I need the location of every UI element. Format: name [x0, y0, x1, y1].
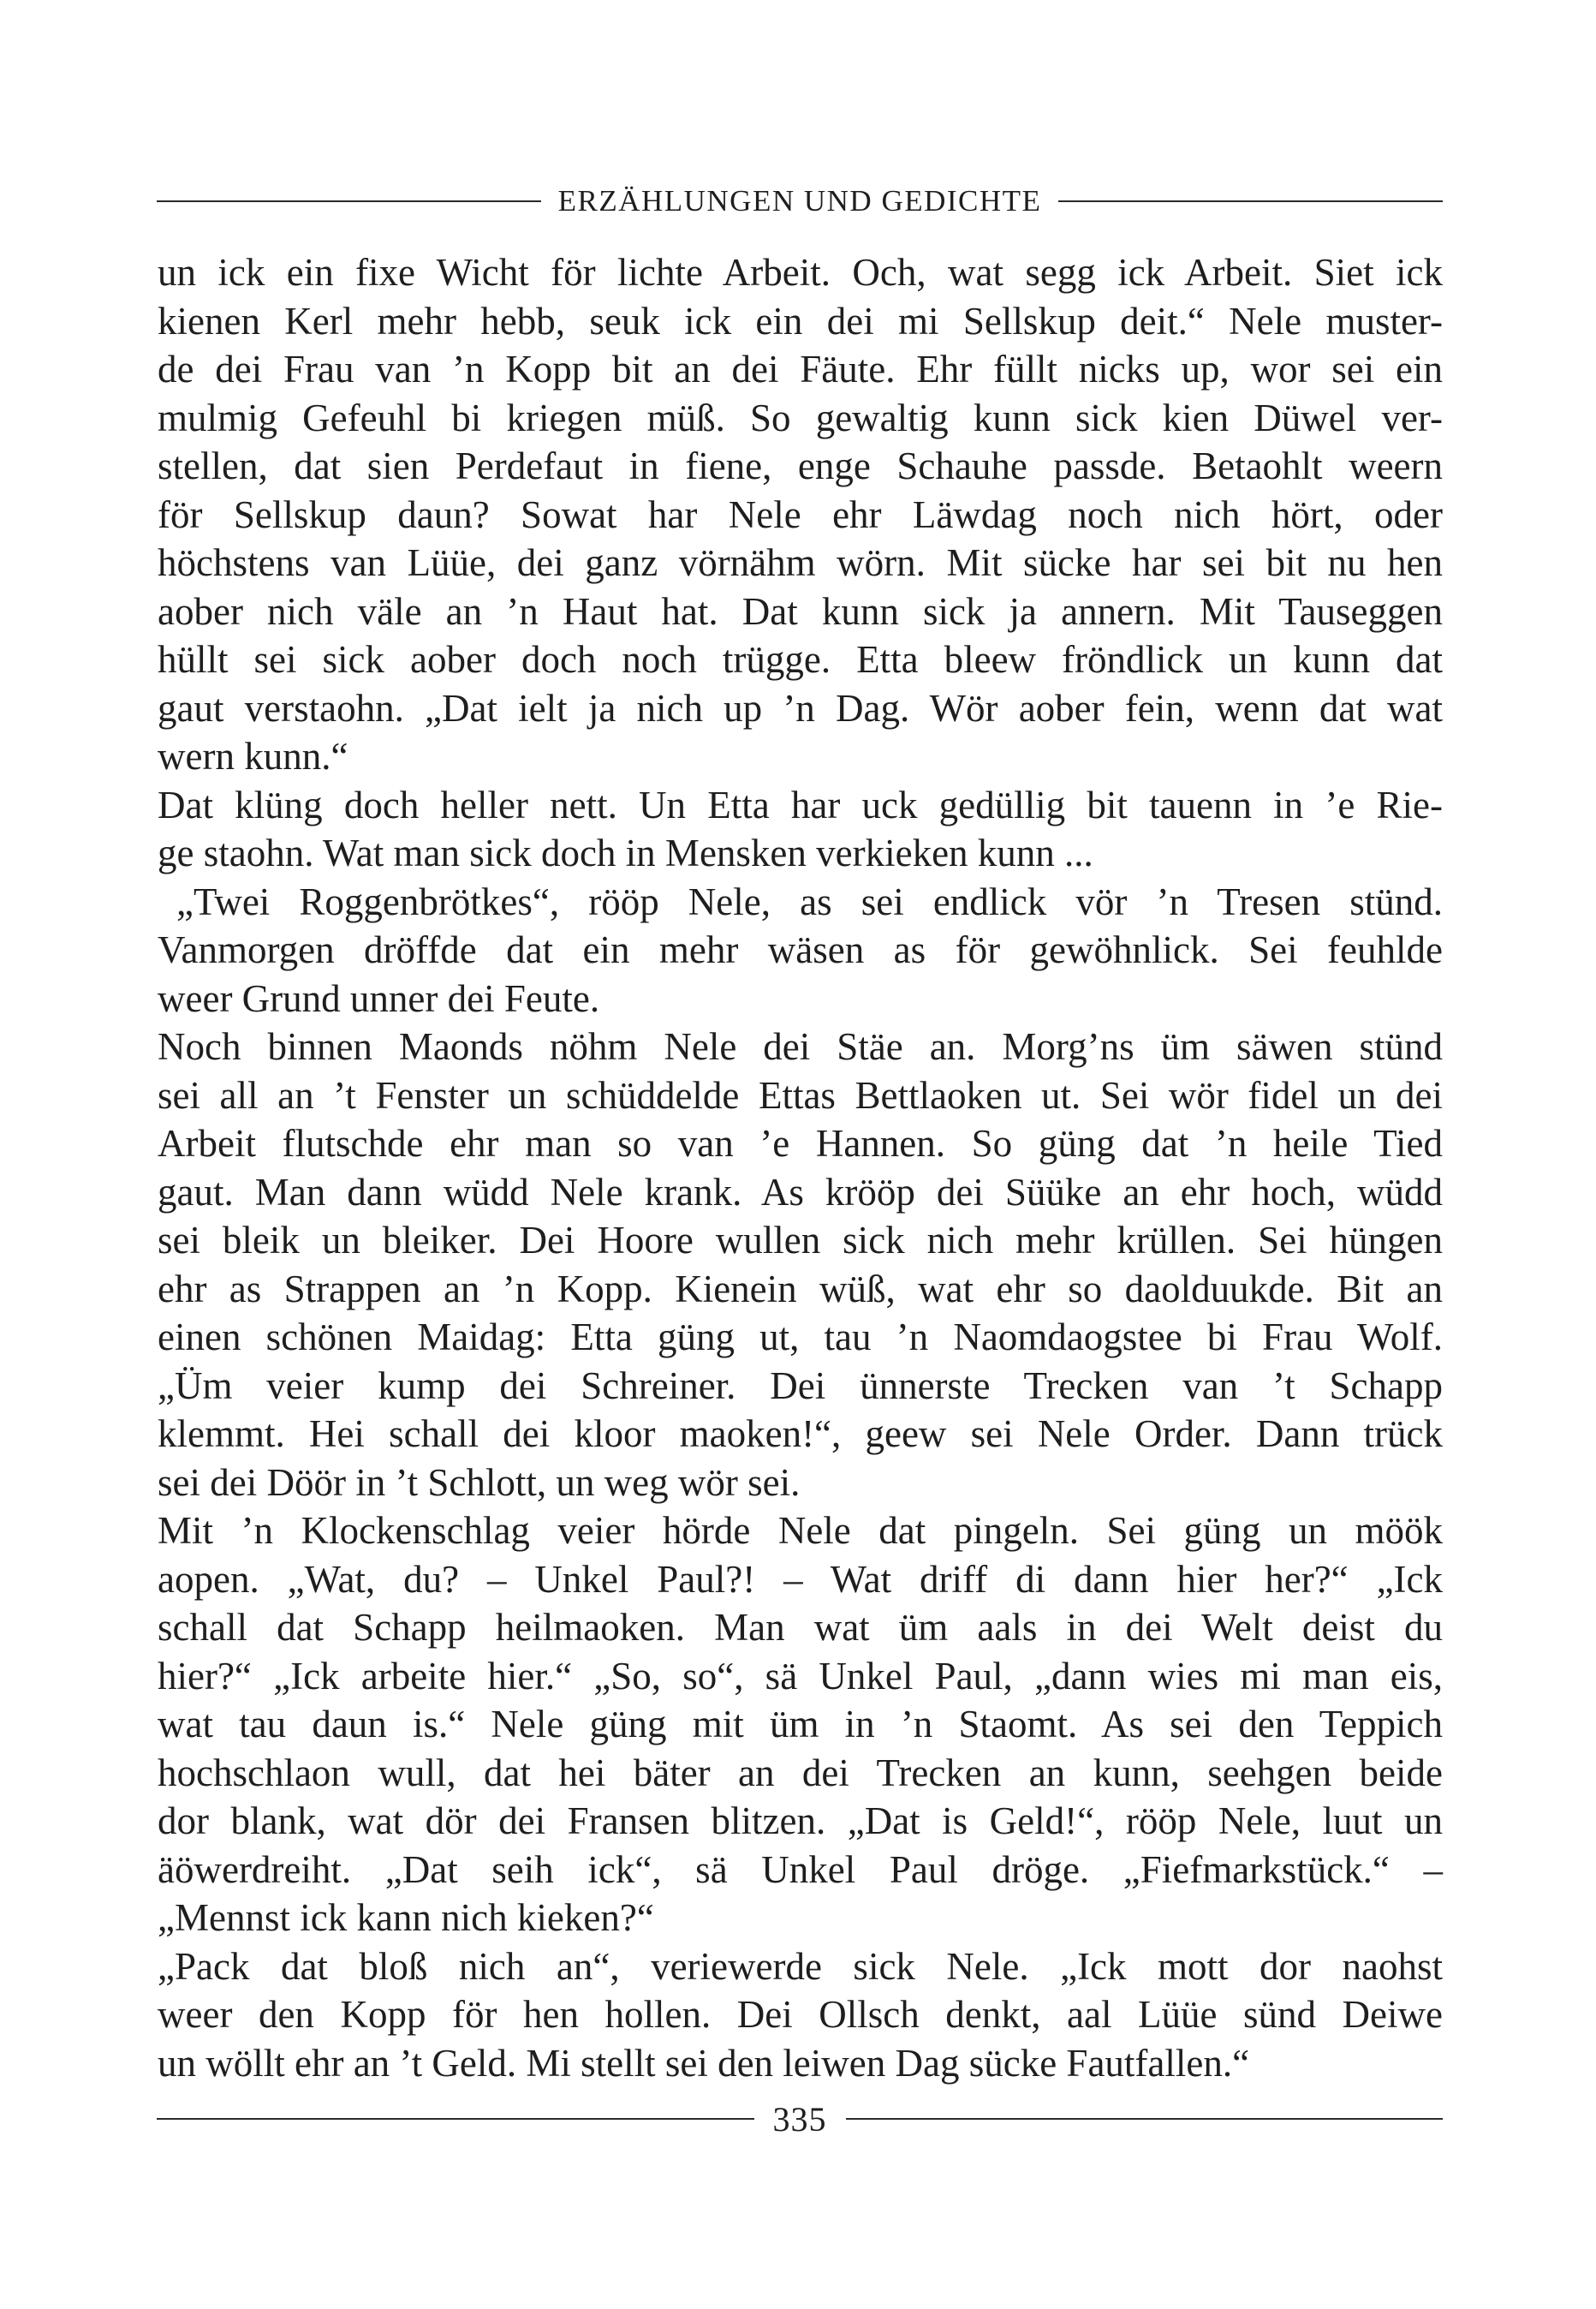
text-line: Dat klüng doch heller nett. Un Etta har uck gedüllig bit tauenn in ’e Rie-: [158, 783, 1443, 826]
text-line: aopen. „Wat, du? – Unkel Paul?! – Wat driff di dann hier her?“ „Ick: [158, 1557, 1443, 1601]
text-line: ehr as Strappen an ’n Kopp. Kienein wüß, wat ehr so daolduukde. Bit an: [158, 1267, 1443, 1310]
text-line: un ick ein fixe Wicht för lichte Arbeit. Och, wat segg ick Arbeit. Siet ick: [158, 251, 1443, 294]
text-line: „Üm veier kump dei Schreiner. Dei ünnerste Trecken van ’t Schapp: [158, 1363, 1443, 1407]
page-number: 335: [772, 2099, 827, 2139]
footer-rule-left: [157, 2118, 754, 2120]
text-line: kienen Kerl mehr hebb, seuk ick ein dei mi Sellskup deit.“ Nele muster-: [158, 299, 1443, 343]
text-line: ge staohn. Wat man sick doch in Mensken verkieken kunn ...: [158, 832, 1093, 874]
text-line: de dei Frau van ’n Kopp bit an dei Fäute. Ehr füllt nicks up, wor sei ein: [158, 348, 1443, 391]
footer-rule-right: [846, 2118, 1444, 2120]
text-line: gaut. Man dann wüdd Nele krank. As krööp dei Süüke an ehr hoch, wüdd: [158, 1170, 1443, 1214]
body-text: [158, 248, 1443, 2087]
text-line: „Pack dat bloß nich an“, veriewerde sick Nele. „Ick mott dor naohst: [158, 1944, 1443, 1988]
text-line: klemmt. Hei schall dei kloor maoken!“, geew sei Nele Order. Dann trück: [158, 1412, 1443, 1455]
text-line: för Sellskup daun? Sowat har Nele ehr Läwdag noch nich hört, oder: [158, 492, 1443, 536]
text-line: schall dat Schapp heilmaoken. Man wat üm aals in dei Welt deist du: [158, 1606, 1443, 1649]
running-header: [157, 182, 1443, 221]
text-line: „Mennst ick kann nich kieken?“: [158, 1896, 654, 1939]
text-line: weer Grund unner dei Feute.: [158, 976, 600, 1020]
running-title: ERZÄHLUNGEN UND GEDICHTE: [557, 184, 1042, 218]
text-line: sei all an ’t Fenster un schüddelde Ettas Bettlaoken ut. Sei wör fidel un dei: [158, 1073, 1443, 1117]
text-line: Noch binnen Maonds nöhm Nele dei Stäe an. Morg’ns üm säwen stünd: [158, 1025, 1443, 1068]
text-line: wat tau daun is.“ Nele güng mit üm in ’n Staomt. As sei den Teppich: [158, 1703, 1443, 1745]
text-line: gaut verstaohn. „Dat ielt ja nich up ’n Dag. Wör aober fein, wenn dat wat: [158, 686, 1443, 730]
header-rule-left: [157, 200, 541, 202]
text-line: wern kunn.“: [158, 735, 348, 778]
text-line: sei bleik un bleiker. Dei Hoore wullen sick nich mehr krüllen. Sei hüngen: [158, 1219, 1443, 1262]
text-line: Mit ’n Klockenschlag veier hörde Nele dat pingeln. Sei güng un möök: [158, 1509, 1443, 1552]
text-line: stellen, dat sien Perdefaut in fiene, enge Schauhe passde. Betaohlt weern: [158, 444, 1443, 487]
page-footer: [157, 2097, 1443, 2140]
text-line: weer den Kopp för hen hollen. Dei Ollsch denkt, aal Lüüe sünd Deiwe: [158, 1993, 1443, 2036]
text-line: Vanmorgen dröffde dat ein mehr wäsen as för gewöhnlick. Sei feuhlde: [158, 928, 1443, 971]
text-line: sei dei Döör in ’t Schlott, un weg wör sei.: [158, 1460, 801, 1504]
text-line: einen schönen Maidag: Etta güng ut, tau ’n Naomdaogstee bi Frau Wolf.: [158, 1316, 1443, 1358]
header-rule-right: [1058, 200, 1443, 202]
text-line: dor blank, wat dör dei Fransen blitzen. „Dat is Geld!“, rööp Nele, luut un: [158, 1799, 1443, 1842]
text-line: aober nich väle an ’n Haut hat. Dat kunn sick ja annern. Mit Tauseggen: [158, 589, 1443, 633]
text-line: „Twei Roggenbrötkes“, rööp Nele, as sei endlick vör ’n Tresen stünd.: [176, 880, 1443, 923]
text-line: hüllt sei sick aober doch noch trügge. Etta bleew fröndlick un kunn dat: [158, 638, 1443, 681]
text-line: hochschlaon wull, dat hei bäter an dei Trecken an kunn, seehgen beide: [158, 1751, 1443, 1794]
text-line: Arbeit flutschde ehr man so van ’e Hannen. So güng dat ’n heile Tied: [158, 1122, 1443, 1165]
text-line: mulmig Gefeuhl bi kriegen müß. So gewaltig kunn sick kien Düwel ver-: [158, 396, 1443, 439]
text-line: äöwerdreiht. „Dat seih ick“, sä Unkel Paul dröge. „Fiefmarkstück.“ –: [158, 1847, 1443, 1891]
text-line: un wöllt ehr an ’t Geld. Mi stellt sei den leiwen Dag sücke Fautfallen.“: [158, 2041, 1250, 2085]
text-line: hier?“ „Ick arbeite hier.“ „So, so“, sä Unkel Paul, „dann wies mi man eis,: [158, 1654, 1443, 1697]
text-line: höchstens van Lüüe, dei ganz vörnähm wörn. Mit sücke har sei bit nu hen: [158, 541, 1443, 584]
